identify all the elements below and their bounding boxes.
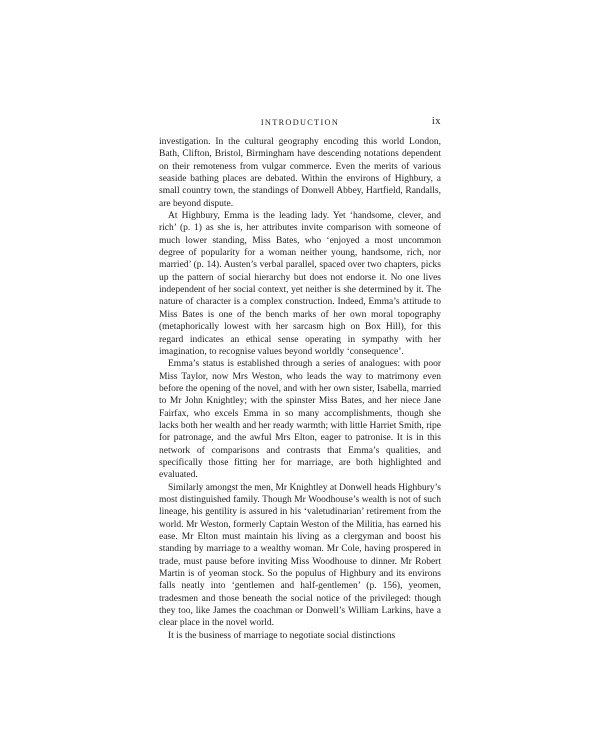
running-title: INTRODUCTION <box>260 118 340 127</box>
paragraph: It is the business of marriage to negotiate social distinctions <box>168 630 396 641</box>
page-number: ix <box>431 116 441 127</box>
paragraph: investigation. In the cultural geography encoding this world London, Bath, Clifton, Bristol, Birmingham have descending notations dependent on their remoteness from vulgar commerce. Even the merits of various seaside bathing places are debated. Within the environs of Highbury, a small country town, the standings of Donwell Abbey, Hartfield, Randalls, are beyond dispute. <box>159 137 441 209</box>
paragraph: At Highbury, Emma is the leading lady. Yet ‘handsome, clever, and rich’ (p. 1) as she is, her attributes invite comparison with someone of much lower standing, Miss Bates, who ‘enjoyed a most uncommon degree of popularity for a woman neither young, handsome, rich, nor married’ (p. 14). Austen’s verbal parallel, spaced over two chapters, picks up the pattern of social hierarchy but does not endorse it. No one lives independent of her social context, yet neither is she determined by it. The nature of character is a complex construction. Indeed, Emma’s attitude to Miss Bates is one of the bench marks of her own moral topography (metaphorically lowest with her sarcasm high on Box Hill), for this regard indicates an ethical sense operating in sympathy with her imagination, to recognise values beyond worldly ‘consequence’. <box>159 211 441 357</box>
body-text <box>159 136 441 642</box>
paragraph: Similarly amongst the men, Mr Knightley at Donwell heads Highbury’s most distinguished family. Though Mr Woodhouse’s wealth is not of such lineage, his gentility is assured in his ‘valetudinarian’ retirement from the world. Mr Weston, formerly Captain Weston of the Militia, has earned his ease. Mr Elton must maintain his living as a clergyman and boost his standing by marriage to a wealthy woman. Mr Cole, having prospered in trade, must pause before inviting Miss Woodhouse to dinner. Mr Robert Martin is of yeoman stock. So the populus of Highbury and its environs falls neatly into ‘gentlemen and half-gentlemen’ (p. 156), yeomen, tradesmen and those beneath the social notice of the privileged: though they too, like James the coachman or Donwell’s William Larkins, have a clear place in the novel world. <box>159 482 441 629</box>
running-head <box>159 116 441 130</box>
paragraph: Emma’s status is established through a series of analogues: with poor Miss Taylor, now Mrs Weston, who leads the way to matrimony even before the opening of the novel, and with her own sister, Isabella, married to Mr John Knightley; with the spinster Miss Bates, and her niece Jane Fairfax, who excels Emma in so many accomplishments, though she lacks both her wealth and her ready warmth; with little Harriet Smith, ripe for patronage, and the awful Mrs Elton, eager to patronise. It is in this network of comparisons and contrasts that Emma’s qualities, and specifically those fitting her for marriage, are both highlighted and evaluated. <box>159 359 442 481</box>
book-page <box>159 116 441 642</box>
